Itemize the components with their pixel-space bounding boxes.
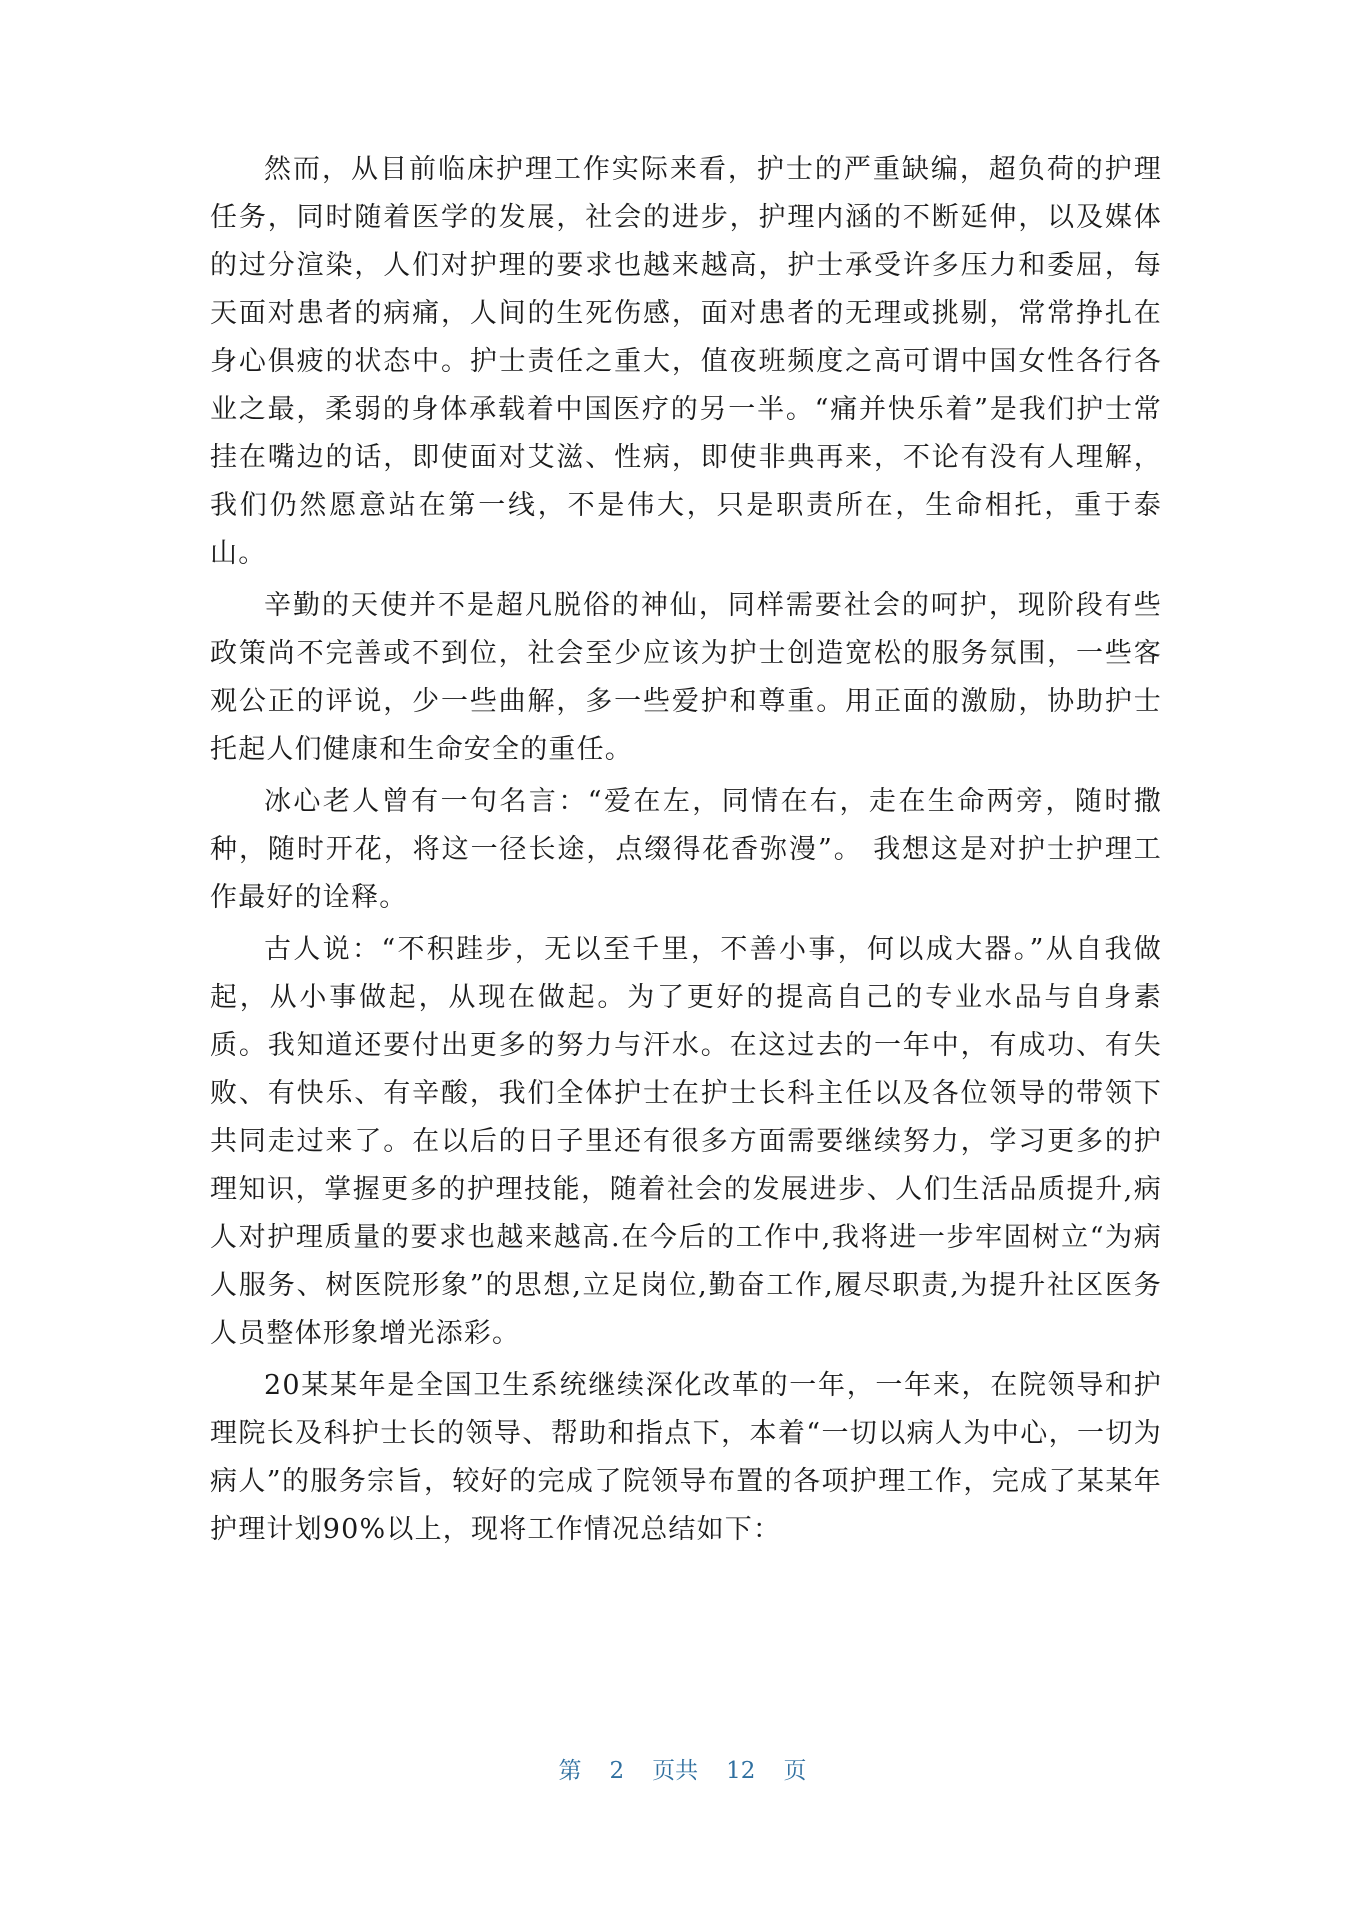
- current-page-number: 2: [609, 1758, 625, 1784]
- document-body: [210, 146, 1162, 1558]
- paragraph: 然而，从目前临床护理工作实际来看，护士的严重缺编，超负荷的护理任务，同时随着医学的发展，社会的进步，护理内涵的不断延伸，以及媒体的过分渲染，人们对护理的要求也越来越高，护士承受许多压力和委屈，每天面对患者的病痛，人间的生死伤感，面对患者的无理或挑剔，常常挣扎在身心俱疲的状态中。护士责任之重大，值夜班频度之高可谓中国女性各行各业之最，柔弱的身体承载着中国医疗的另一半。“痛并快乐着”是我们护士常挂在嘴边的话，即使面对艾滋、性病，即使非典再来，不论有没有人理解，我们仍然愿意站在第一线，不是伟大，只是职责所在，生命相托，重于泰山。: [210, 154, 1162, 569]
- total-pages-number: 12: [726, 1758, 756, 1784]
- paragraph: 古人说：“不积跬步，无以至千里，不善小事，何以成大器。”从自我做起，从小事做起，从现在做起。为了更好的提高自己的专业水品与自身素质。我知道还要付出更多的努力与汗水。在这过去的一年中，有成功、有失败、有快乐、有辛酸，我们全体护士在护士长科主任以及各位领导的带领下共同走过来了。在以后的日子里还有很多方面需要继续努力，学习更多的护理知识，掌握更多的护理技能，随着社会的发展进步、人们生活品质提升,病人对护理质量的要求也越来越高.在今后的工作中,我将进一步牢固树立“为病人服务、树医院形象”的思想,立足岗位,勤奋工作,履尽职责,为提升社区医务人员整体形象增光添彩。: [210, 934, 1162, 1349]
- footer-middle: 页共: [652, 1758, 699, 1784]
- footer-prefix: 第: [558, 1758, 582, 1784]
- paragraph: 辛勤的天使并不是超凡脱俗的神仙，同样需要社会的呵护，现阶段有些政策尚不完善或不到位，社会至少应该为护士创造宽松的服务氛围，一些客观公正的评说，少一些曲解，多一些爱护和尊重。用正面的激励，协助护士托起人们健康和生命安全的重任。: [210, 590, 1162, 765]
- page-footer: [0, 1752, 1365, 1785]
- footer-suffix: 页: [783, 1758, 807, 1784]
- paragraph: 20某某年是全国卫生系统继续深化改革的一年，一年来，在院领导和护理院长及科护士长的领导、帮助和指点下，本着“一切以病人为中心，一切为病人”的服务宗旨，较好的完成了院领导布置的各项护理工作，完成了某某年护理计划90%以上，现将工作情况总结如下：: [210, 1370, 1162, 1545]
- paragraph: 冰心老人曾有一句名言：“爱在左，同情在右，走在生命两旁，随时撒种，随时开花，将这一径长途，点缀得花香弥漫”。 我想这是对护士护理工作最好的诠释。: [210, 786, 1162, 913]
